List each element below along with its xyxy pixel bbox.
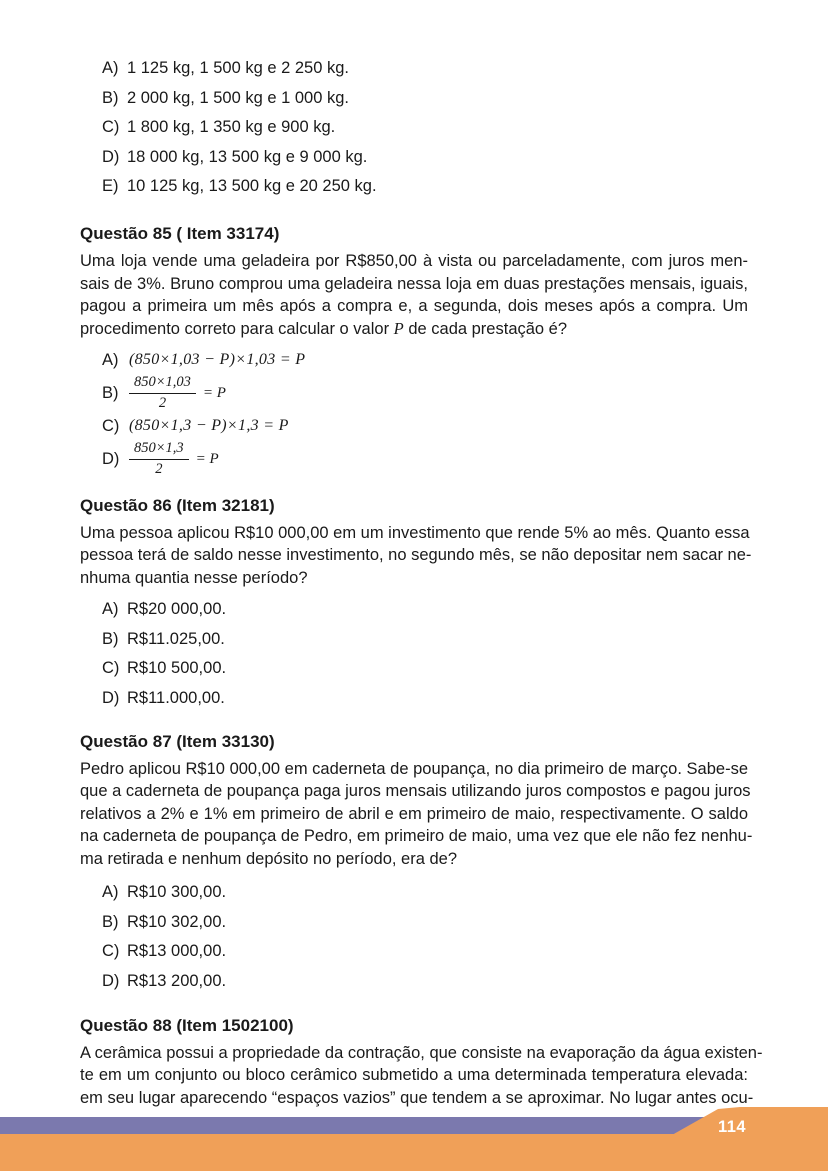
fraction-denominator: 2 (155, 460, 163, 477)
question-85-title: Questão 85 ( Item 33174) (80, 224, 280, 244)
option-text: R$10 300,00. (127, 883, 227, 902)
option-letter: A) (102, 351, 119, 369)
prev-question-options (80, 59, 748, 196)
option-letter: D) (102, 147, 120, 166)
option-text: R$13 200,00. (127, 971, 227, 990)
paragraph-line: Uma pessoa aplicou R$10 000,00 em um investimento que rende 5% ao mês. Quanto essa (80, 524, 750, 542)
option-row (80, 942, 748, 961)
option-text: 1 125 kg, 1 500 kg e 2 250 kg. (127, 59, 350, 77)
formula-rhs: = P (202, 385, 226, 401)
page-number: 114 (717, 1118, 747, 1136)
option-row (80, 375, 748, 411)
formula-rhs: = P (195, 451, 219, 467)
question-87-title: Questão 87 (Item 33130) (80, 732, 275, 751)
option-row (80, 913, 748, 932)
option-letter: D) (102, 971, 120, 990)
option-letter: A) (102, 59, 119, 77)
option-formula: (850×1,03 − P)×1,03 = P (129, 351, 306, 368)
option-text: R$11.000,00. (127, 689, 225, 707)
paragraph-line: que a caderneta de poupança paga juros mensais utilizando juros compostos e pagou juros (80, 782, 751, 801)
option-letter: B) (102, 88, 119, 107)
paragraph-line: sais de 3%. Bruno comprou uma geladeira nessa loja em duas prestações mensais, iguais, (80, 274, 748, 293)
paragraph-text: de cada prestação é? (403, 319, 568, 338)
question-85-options (80, 349, 748, 481)
question-86-body (80, 522, 752, 589)
math-variable: P (393, 318, 404, 338)
option-formula: (850×1,3 − P)×1,3 = P (129, 417, 289, 434)
fraction (129, 441, 189, 477)
question-85-body (80, 250, 748, 340)
option-row (80, 118, 748, 137)
paragraph-line: Pedro aplicou R$10 000,00 em caderneta de poupança, no dia primeiro de março. Sabe-se (80, 760, 748, 778)
option-row (80, 689, 748, 708)
option-text: 10 125 kg, 13 500 kg e 20 250 kg. (127, 177, 377, 196)
option-letter: B) (102, 384, 119, 402)
fraction-numerator: 850×1,03 (129, 375, 196, 394)
option-row (80, 89, 748, 108)
option-letter: C) (102, 659, 120, 678)
option-row (80, 148, 748, 167)
option-text: R$11.025,00. (127, 629, 225, 648)
question-87-body (80, 758, 753, 870)
option-text: R$13 000,00. (127, 942, 227, 961)
question-88-title: Questão 88 (Item 1502100) (80, 1015, 294, 1035)
fraction-denominator: 2 (158, 394, 167, 411)
paragraph-line: A cerâmica possui a propriedade da contração, que consiste na evaporação da água existen- (80, 1043, 763, 1062)
option-row (80, 415, 748, 437)
option-text: R$20 000,00. (127, 600, 227, 619)
paragraph-line: pessoa terá de saldo nesse investimento, no segundo mês, se não depositar nem sacar ne- (80, 546, 752, 565)
option-letter: A) (102, 600, 119, 619)
option-text: R$10 302,00. (127, 912, 227, 931)
paragraph-text: procedimento correto para calcular o valor (80, 319, 394, 338)
footer-orange-band (0, 1134, 828, 1171)
fraction (129, 375, 196, 411)
option-letter: C) (102, 118, 120, 137)
paragraph-line: nhuma quantia nesse período? (80, 568, 308, 587)
paragraph-line: ma retirada e nenhum depósito no período, era de? (80, 849, 458, 868)
option-text: R$10 500,00. (127, 659, 227, 678)
question-86-title: Questão 86 (Item 32181) (80, 496, 275, 515)
option-letter: B) (102, 629, 119, 648)
option-letter: D) (102, 450, 120, 468)
question-88-body (80, 1042, 763, 1109)
option-row (80, 883, 748, 902)
page-content (80, 0, 763, 1109)
paragraph-line: relativos a 2% e 1% em primeiro de abril e em primeiro de maio, respectivamente. O saldo (80, 804, 748, 823)
option-row (80, 441, 748, 477)
option-letter: C) (102, 417, 120, 435)
paragraph-line (80, 318, 748, 340)
paragraph-line: em seu lugar aparecendo “espaços vazios” que tendem a se aproximar. No lugar antes ocu- (80, 1088, 754, 1107)
option-letter: D) (102, 689, 120, 707)
option-row (80, 349, 748, 371)
option-letter: E) (102, 177, 119, 196)
question-86-options (80, 600, 748, 708)
option-row (80, 600, 748, 619)
paragraph-line: te em um conjunto ou bloco cerâmico submetido a uma determinada temperatura elevada: (80, 1066, 748, 1085)
option-row (80, 659, 748, 678)
option-letter: B) (102, 912, 119, 931)
fraction-numerator: 850×1,3 (129, 441, 189, 460)
option-row (80, 59, 748, 78)
option-row (80, 177, 748, 196)
paragraph-line: pagou a primeira um mês após a compra e, a segunda, dois meses após a compra. Um (80, 297, 748, 316)
option-letter: C) (102, 942, 120, 961)
option-row (80, 630, 748, 649)
option-text: 1 800 kg, 1 350 kg e 900 kg. (127, 118, 336, 137)
paragraph-line: na caderneta de poupança de Pedro, em primeiro de maio, uma vez que ele não fez nenhu- (80, 827, 753, 846)
option-letter: A) (102, 883, 119, 902)
option-row (80, 972, 748, 991)
paragraph-line: Uma loja vende uma geladeira por R$850,00 à vista ou parceladamente, com juros men- (80, 252, 748, 271)
option-text: 2 000 kg, 1 500 kg e 1 000 kg. (127, 88, 350, 107)
question-87-options (80, 883, 748, 991)
option-text: 18 000 kg, 13 500 kg e 9 000 kg. (127, 147, 368, 166)
